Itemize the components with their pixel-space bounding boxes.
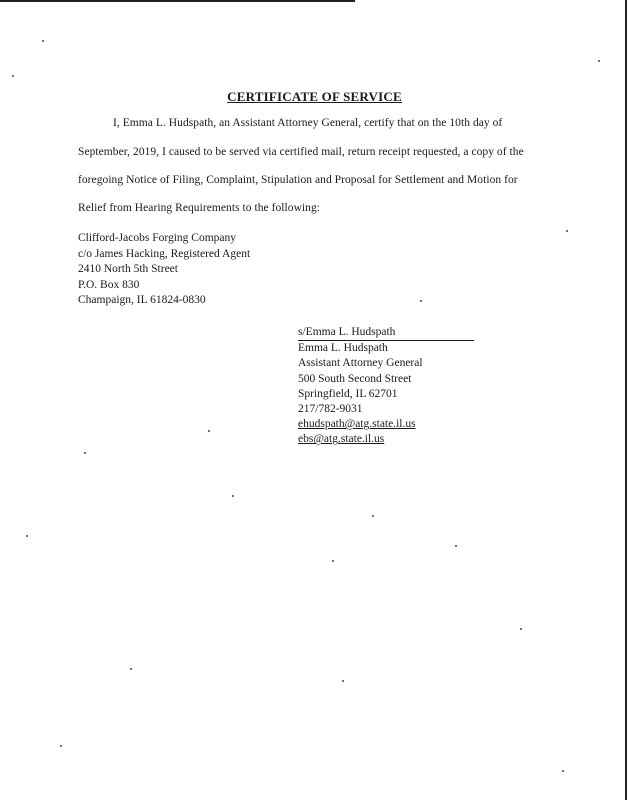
scan-speck: [84, 452, 86, 454]
signer-email-2: ebs@atg.state.il.us: [298, 433, 385, 446]
scan-speck: [12, 75, 14, 77]
recipient-street: 2410 North 5th Street: [78, 263, 178, 275]
scan-speck: [566, 230, 568, 232]
scan-speck: [342, 680, 344, 682]
recipient-agent: c/o James Hacking, Registered Agent: [78, 247, 251, 260]
scan-speck: [332, 560, 334, 562]
signer-title: Assistant Attorney General: [298, 357, 423, 370]
signer-city: Springfield, IL 62701: [298, 387, 398, 400]
signature-block: [298, 325, 474, 448]
scan-speck: [26, 535, 28, 537]
scan-speck: [60, 745, 62, 747]
signer-email-1: ehudspath@atg.state.il.us: [298, 418, 416, 431]
recipient-city: Champaign, IL 61824-0830: [78, 294, 206, 306]
scan-speck: [598, 60, 600, 62]
scan-speck: [520, 628, 522, 630]
certificate-title: CERTIFICATE OF SERVICE: [227, 89, 402, 104]
scan-speck: [42, 40, 44, 42]
paragraph-line-4: Relief from Hearing Requirements to the following:: [78, 202, 321, 214]
scan-speck: [130, 668, 132, 670]
signer-street: 500 South Second Street: [298, 372, 412, 385]
scan-speck: [372, 515, 374, 517]
paragraph-line-3: foregoing Notice of Filing, Complaint, Stipulation and Proposal for Settlement and Motion for: [78, 174, 518, 186]
paragraph-line-1: I, Emma L. Hudspath, an Assistant Attorney General, certify that on the 10th day of: [113, 117, 503, 129]
scan-edge-right: [625, 0, 627, 800]
signer-phone: 217/782-9031: [298, 403, 363, 416]
signature-line: s/Emma L. Hudspath: [298, 325, 474, 341]
scan-speck: [208, 430, 210, 432]
scan-speck: [562, 770, 564, 772]
scan-speck: [232, 495, 234, 497]
scan-speck: [420, 300, 422, 302]
scan-speck: [455, 545, 457, 547]
recipient-name: Clifford-Jacobs Forging Company: [78, 232, 237, 244]
scan-edge-top: [0, 0, 355, 2]
signer-name: Emma L. Hudspath: [298, 342, 388, 355]
paragraph-line-2: September, 2019, I caused to be served via certified mail, return receipt requested, a copy of the: [78, 146, 524, 158]
recipient-address: [78, 231, 250, 309]
recipient-po-box: P.O. Box 830: [78, 278, 140, 291]
